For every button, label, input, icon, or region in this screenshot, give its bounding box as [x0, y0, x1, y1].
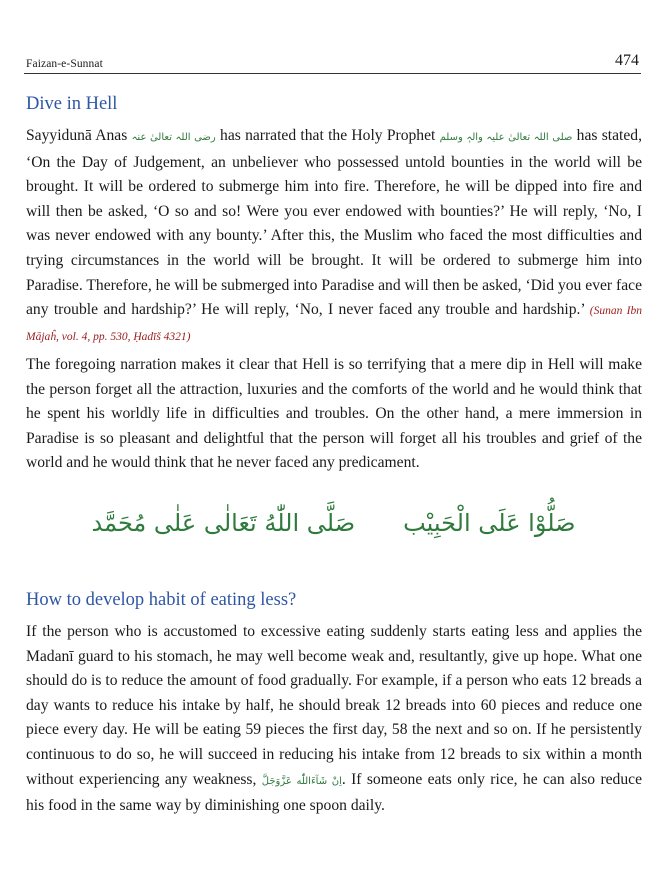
explanation-paragraph: The foregoing narration makes it clear that Hell is so terrifying that a mere dip in Hell will make the person forget all the attraction, luxuries and the comforts of the world and he would think that he spent his worldly life in difficulties and troubles. On the other hand, a mere immersion in Paradise is so pleasant and delightful that the person will forget all his troubles and grief of the world and he would think that he never faced any predicament. [26, 356, 642, 472]
honorific-prophet: صلی اللہ تعالیٰ علیہ والہٖ وسلم [439, 132, 573, 143]
page-number: 474 [615, 52, 639, 69]
narration-paragraph [26, 124, 642, 349]
narration-text-part3: has stated, ‘On the Day of Judgement, an unbeliever who possessed untold bounties in the world will be brought. It will be ordered to submerge him into fire. Therefore, he will be dipped into fire and will then be asked, ‘O so and so! Were you ever endowed with bounties?’ He will reply, ‘No, I was never endowed with any bounty.’ After this, the Muslim who faced the most difficulties and trying circumstances in the world will be brought. It will be ordered to submerge him into Paradise. Therefore, he will be submerged into Paradise and will then be asked, ‘Did you ever face any trouble and hardship?’ He will reply, ‘No, I never faced any trouble and hardship.’ [26, 127, 642, 319]
honorific-anas: رضی اللہ تعالیٰ عنہ [131, 132, 216, 143]
durood-sallallahu-ala-muhammad: صَلَّى اللّٰهُ تَعَالٰى عَلٰى مُحَمَّد [91, 509, 356, 537]
hadith-reference: (Sunan Ibn Mājaĥ, vol. 4, pp. 530, Ḥadīš 4321) [26, 305, 642, 343]
eating-text-part1: If the person who is accustomed to excessive eating suddenly starts eating less and applies the Madanī guard to his stomach, he may well become weak and, resultantly, give up hope. What one should do is to reduce the amount of food gradually. For example, if a person who eats 12 breads a day wants to reduce his intake by half, he should break 12 breads into 60 pieces and reduce one piece every day. He will be eating 59 pieces the first day, 58 the next and so on. If he persistently continuous to do so, he will succeed in reducing his intake from 12 breads to six within a month without experiencing any weakness, [26, 623, 642, 788]
eating-less-paragraph [26, 620, 642, 819]
narration-text-part1: Sayyidunā Anas [26, 127, 132, 144]
running-title: Faizan-e-Sunnat [26, 58, 103, 70]
durood-sallu-alal-habib: صَلُّوْا عَلَى الْحَبِيْب [403, 509, 576, 537]
eating-text-part2: . If someone eats only rice, he can also reduce his food in the same way by diminishing one spoon daily. [26, 770, 642, 815]
narration-text-part2: has narrated that the Holy Prophet [215, 127, 440, 144]
header-divider [24, 73, 641, 74]
inshallah-text: اِنْ شَآءَاللّٰه عَزَّوَجَلَّ [261, 775, 342, 787]
durood-line [0, 509, 667, 549]
section-heading-eating-less: How to develop habit of eating less? [26, 590, 297, 610]
page-header [26, 46, 639, 70]
section-heading-dive-in-hell: Dive in Hell [26, 94, 118, 114]
